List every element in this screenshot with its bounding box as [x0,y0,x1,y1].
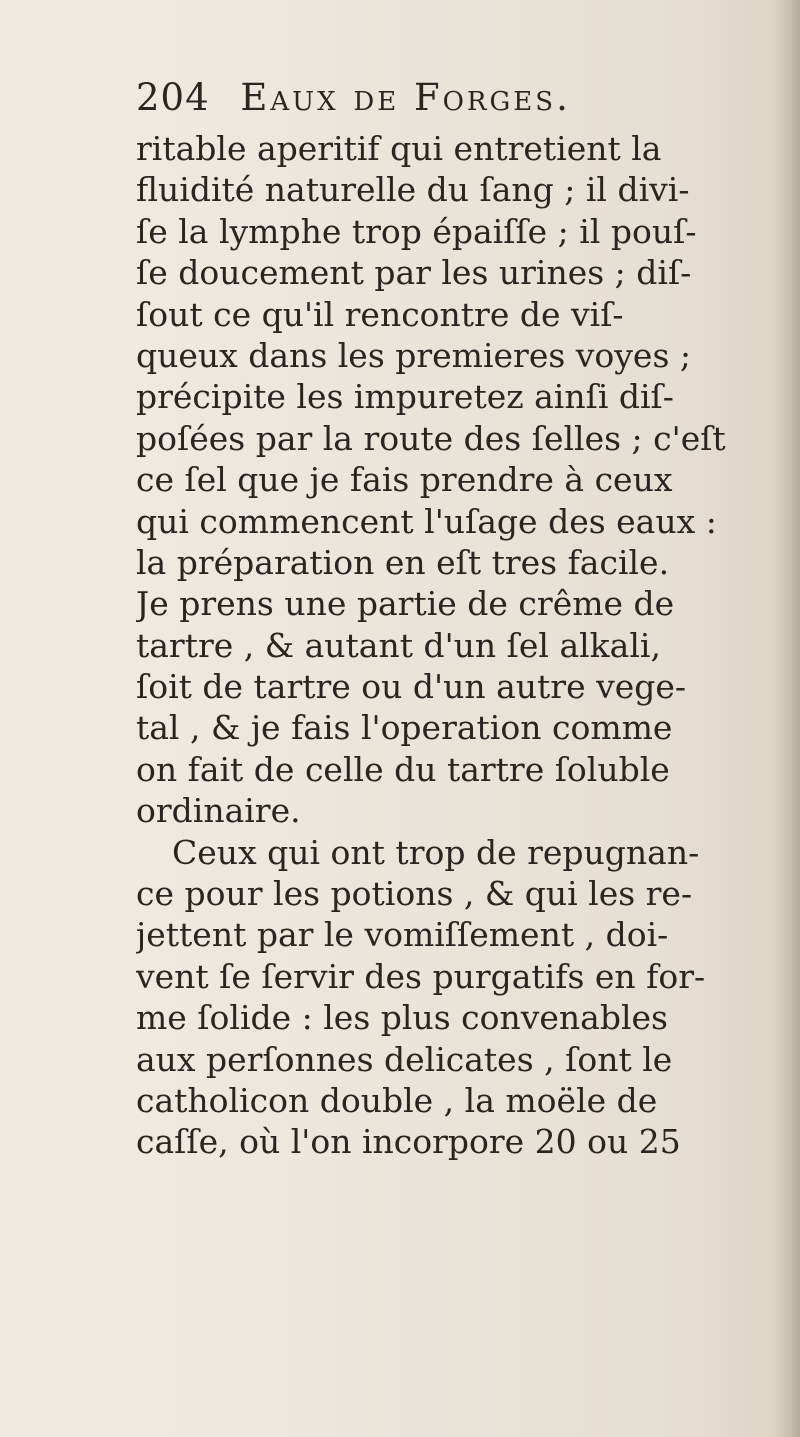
text-line: fluidité naturelle du ſang ; il divi- [136,170,690,210]
text-block [136,68,776,1163]
text-line: ſoit de tartre ou d'un autre vege- [136,667,687,707]
text-line: aux perſonnes delicates , ſont le [136,1039,673,1079]
paragraph-first-line: Ceux qui ont trop de repugnan- [172,832,700,872]
page-header [136,68,776,128]
text-line: tartre , & autant d'un ſel alkali, [136,625,661,665]
text-line: caſſe, où l'on incorpore 20 ou 25 [136,1122,681,1162]
text-line: la préparation en eſt tres facile. [136,542,670,582]
text-line: ſout ce qu'il rencontre de viſ- [136,294,624,334]
text-line: catholicon double , la moële de [136,1080,658,1120]
text-line: jettent par le vomiſſement , doi- [136,915,669,955]
page-number: 204 [136,76,210,119]
text-line: ce ſel que je fais prendre à ceux [136,460,673,500]
text-line: ſe doucement par les urines ; diſ- [136,253,692,293]
text-line: ritable aperitif qui entretient la [136,129,662,168]
text-line: qui commencent l'uſage des eaux : [136,501,717,541]
text-line: Je prens une partie de crême de [136,584,675,624]
text-line: me ſolide : les plus convenables [136,998,668,1038]
text-line: tal , & je fais l'operation comme [136,708,673,748]
page-edge-shadow [774,0,800,1437]
text-line: ſe la lymphe trop épaiſſe ; il pouſ- [136,211,697,251]
text-line: queux dans les premieres voyes ; [136,335,692,375]
text-line: ce pour les potions , & qui les re- [136,874,693,914]
text-line: vent ſe ſervir des purgatifs en for- [136,956,706,996]
text-line: ordinaire. [136,791,301,831]
text-line: on fait de celle du tartre ſoluble [136,749,670,789]
text-line: poſées par la route des ſelles ; c'eſt [136,418,726,458]
text-line: précipite les impuretez ainſi diſ- [136,377,674,417]
running-title: Eaux de Forges. [240,76,571,119]
